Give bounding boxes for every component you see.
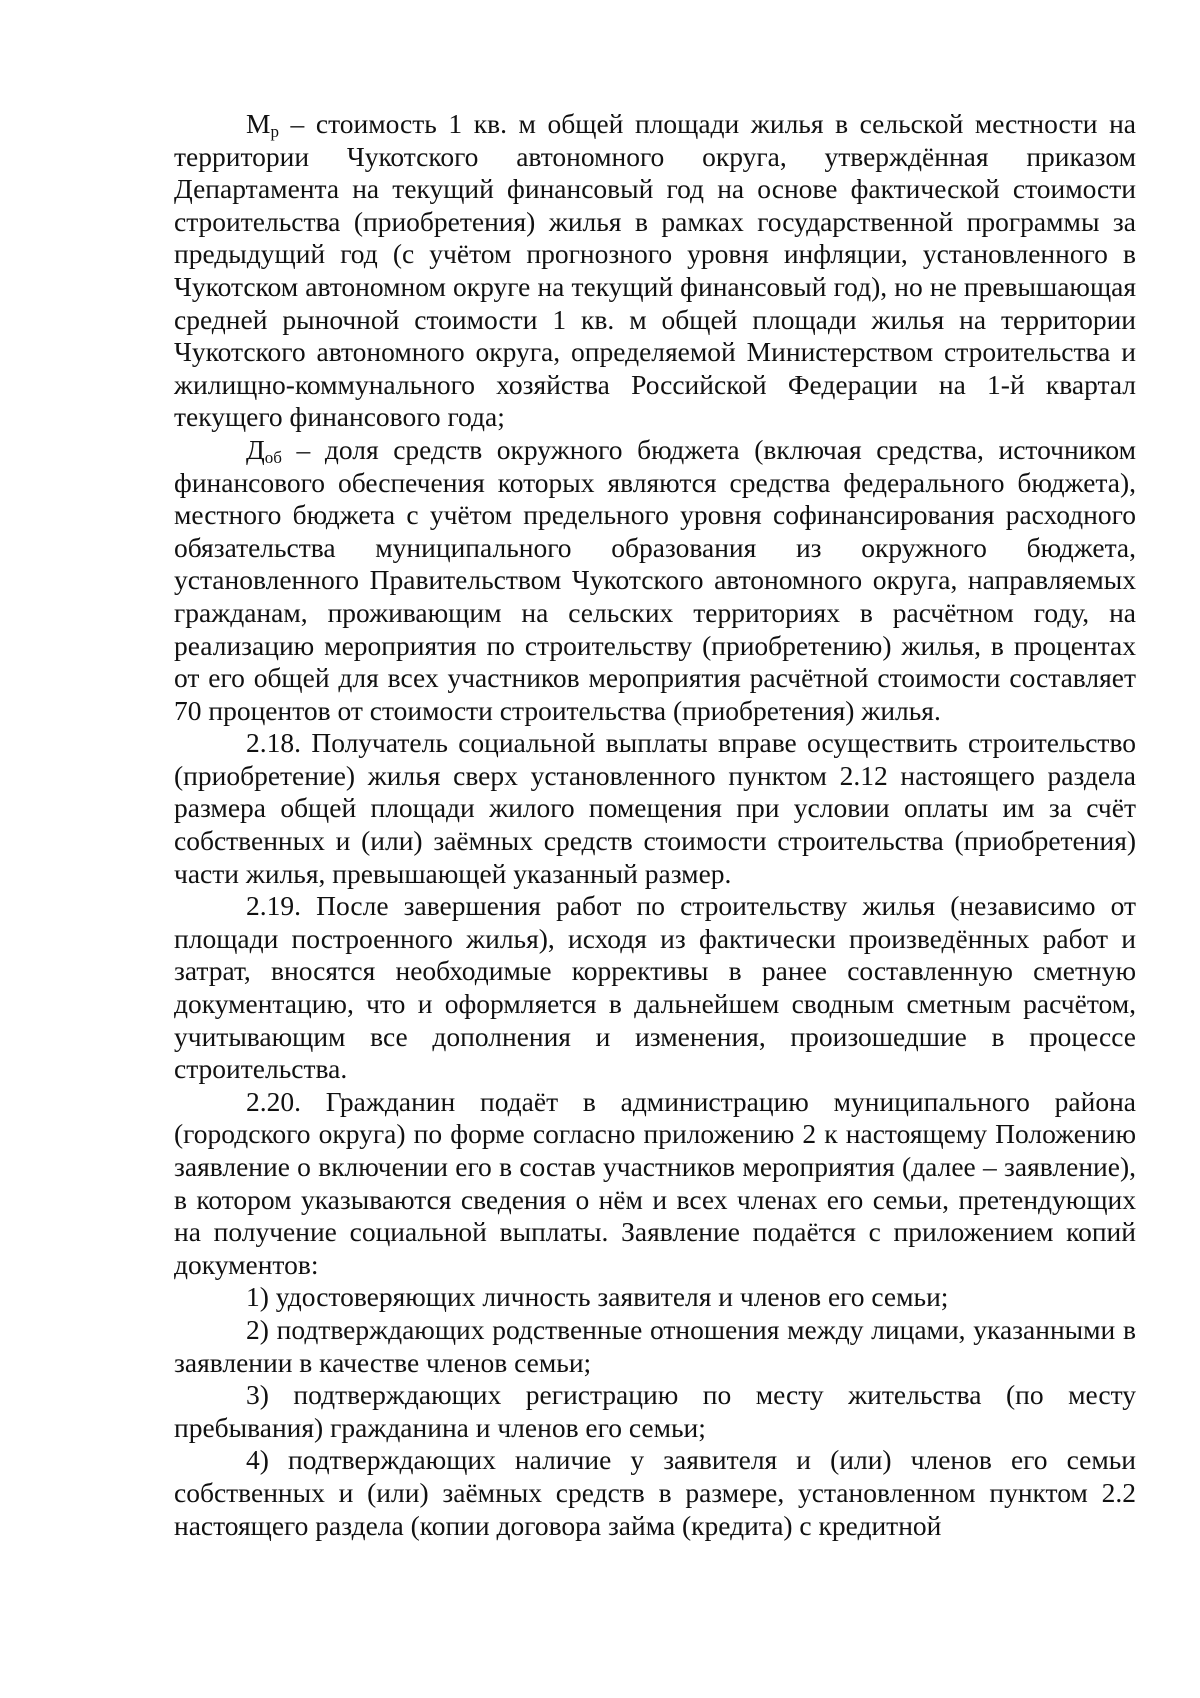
- paragraph-2-20: 2.20. Гражданин подаёт в администрацию муниципального района (городского округа) по форме согласно приложению 2 к настоящему Положению заявление о включении его в состав участников мероприятия (далее – заявление), в котором указываются сведения о нём и всех членах его семьи, претендующих на получение социальной выплаты. Заявление подаётся с приложением копий документов:: [174, 1085, 1136, 1280]
- paragraph-mr-text: – стоимость 1 кв. м общей площади жилья в сельской местности на территории Чукотского автономного округа, утверждённая приказом Департамента на текущий финансовый год на основе фактической стоимости строительства (приобретения) жилья в рамках государственной программы за предыдущий год (с учётом прогнозного уровня инфляции, установленного в Чукотском автономном округе на текущий финансовый год), но не превышающая средней рыночной стоимости 1 кв. м общей площади жилья на территории Чукотского автономного округа, определяемой Министерством строительства и жилищно-коммунального хозяйства Российской Федерации на 1-й квартал текущего финансового года;: [174, 108, 1136, 433]
- paragraph-mr-definition: [174, 108, 1136, 434]
- paragraph-dob-definition: [174, 434, 1136, 727]
- list-item-1: 1) удостоверяющих личность заявителя и членов его семьи;: [246, 1281, 949, 1313]
- paragraph-2-19: 2.19. После завершения работ по строительству жилья (независимо от площади построенного жилья), исходя из фактически произведённых работ и затрат, вносятся необходимые коррективы в ранее составленную сметную документацию, что и оформляется в дальнейшем сводным сметным расчётом, учитывающим все дополнения и изменения, произошедшие в процессе строительства.: [174, 890, 1136, 1085]
- symbol-m: М: [246, 108, 271, 139]
- symbol-d: Д: [246, 433, 265, 465]
- document-page: [174, 108, 1136, 1542]
- list-item-4: 4) подтверждающих наличие у заявителя и (или) членов его семьи собственных и (или) заёмных средств в размере, установленном пунктом 2.2 настоящего раздела (копии договора займа (кредита) с кредитной: [174, 1444, 1136, 1541]
- paragraph-2-18: 2.18. Получатель социальной выплаты вправе осуществить строительство (приобретение) жилья сверх установленного пунктом 2.12 настоящего раздела размера общей площади жилого помещения при условии оплаты им за счёт собственных и (или) заёмных средств стоимости строительства (приобретения) части жилья, превышающей указанный размер.: [174, 727, 1136, 889]
- symbol-m-subscript: р: [270, 121, 279, 141]
- symbol-d-subscript: об: [264, 447, 282, 467]
- list-item-2: 2) подтверждающих родственные отношения между лицами, указанными в заявлении в качестве членов семьи;: [174, 1313, 1136, 1378]
- paragraph-dob-text: – доля средств окружного бюджета (включая средства, источником финансового обеспечения которых являются средства федерального бюджета), местного бюджета с учётом предельного уровня софинансирования расходного обязательства муниципального образования из окружного бюджета, установленного Правительством Чукотского автономного округа, направляемых гражданам, проживающим на сельских территориях в расчётном году, на реализацию мероприятия по строительству (приобретению) жилья, в процентах от его общей для всех участников мероприятия расчётной стоимости составляет 70 процентов от стоимости строительства (приобретения) жилья.: [174, 433, 1136, 726]
- list-item-3: 3) подтверждающих регистрацию по месту жительства (по месту пребывания) гражданина и членов его семьи;: [174, 1379, 1136, 1443]
